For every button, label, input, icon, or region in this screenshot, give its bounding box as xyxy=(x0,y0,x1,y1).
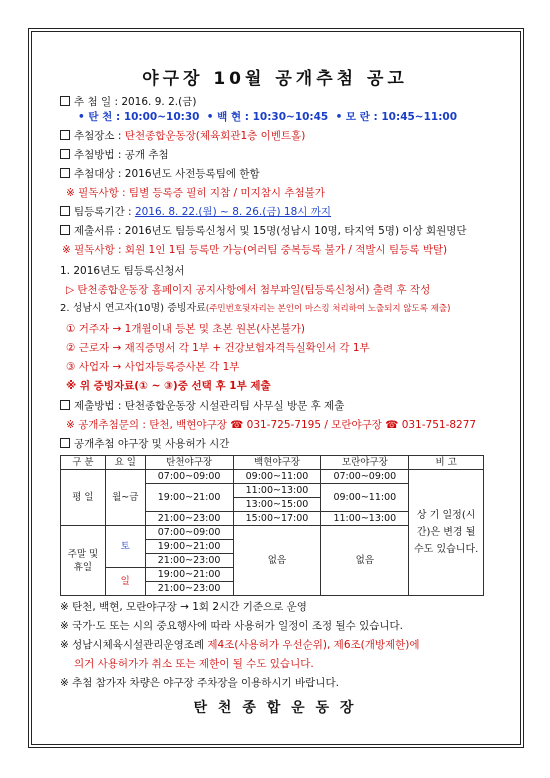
submit-method: 제출방법 : 탄천종합운동장 시설관리팀 사무실 방문 후 제출 xyxy=(74,400,345,412)
target-line xyxy=(60,167,260,181)
doc2-item-resident: ① 거주자 → 1개월이내 등본 및 초본 원본(사본불가) xyxy=(66,323,306,335)
draw-times-line xyxy=(78,110,457,124)
schedule-heading-line xyxy=(60,437,229,451)
checkbox-icon xyxy=(60,149,70,159)
doc2-item-employee: ② 근로자 → 재직증명서 각 1부 + 건강보험자격득실확인서 각 1부 xyxy=(66,342,370,354)
header-cell: 백현야구장 xyxy=(233,456,321,470)
schedule-heading: 공개추첨 야구장 및 사용허가 시간 xyxy=(74,438,230,450)
weekend-label: 주말 및 휴일 xyxy=(61,526,106,596)
footer-org: 탄 천 종 합 운 동 장 xyxy=(193,700,357,716)
note-ordinance: ※ 성남시체육시설관리운영조례 xyxy=(60,639,204,651)
note-ordinance-line xyxy=(60,638,420,652)
table-cell: 21:00~23:00 xyxy=(145,554,233,568)
page-title: 야구장 10월 공개추첨 공고 xyxy=(142,69,408,89)
submit-method-line xyxy=(60,399,344,413)
reg-period-label: 팀등록기간 : xyxy=(74,206,132,218)
note-required-1: ※ 필독사항 : 팀별 등록증 필히 지참 / 미지참시 추첨불가 xyxy=(66,187,325,199)
doc2-heading-note: (주민번호뒷자리는 본인이 마스킹 처리하여 노출되지 않도록 제출) xyxy=(205,304,451,314)
doc2-item-business: ③ 사업자 → 사업자등록증사본 각 1부 xyxy=(66,361,240,373)
table-cell: 15:00~17:00 xyxy=(233,512,321,526)
table-cell: 19:00~21:00 xyxy=(145,568,233,582)
note-schedule-change: ※ 국가·도 또는 시의 중요행사에 따라 사용허가 일정이 조정 될수 있습니다. xyxy=(60,620,403,632)
documents-line xyxy=(60,224,467,238)
venue-line xyxy=(60,129,305,143)
table-row xyxy=(61,470,484,484)
doc2-heading-line xyxy=(60,302,450,316)
saturday-label: 토 xyxy=(105,526,145,568)
time-tancheon: • 탄 천 : 10:00~10:30 xyxy=(78,111,200,123)
sunday-label: 일 xyxy=(105,568,145,596)
target-text: 추첨대상 : 2016년도 사전등록팀에 한함 xyxy=(74,168,260,180)
method-line xyxy=(60,148,169,162)
note-article-4: 제4조(사용허가 우선순위), xyxy=(207,639,331,651)
checkbox-icon xyxy=(60,168,70,178)
doc2-note: ※ 위 증빙자료(① ~ ③)중 선택 후 1부 제출 xyxy=(66,380,271,392)
note-operation: ※ 탄천, 백현, 모란야구장 → 1회 2시간 기준으로 운영 xyxy=(60,601,307,613)
weekday-days: 월~금 xyxy=(105,470,145,526)
venue-label: 추첨장소 : xyxy=(74,130,122,142)
table-cell: 13:00~15:00 xyxy=(233,498,321,512)
table-cell: 09:00~11:00 xyxy=(233,470,321,484)
note-required-2: ※ 필독사항 : 회원 1인 1팀 등록만 가능(여러팀 중복등록 불가 / 적발시 팀등록 박탈) xyxy=(62,244,448,256)
header-cell: 구 분 xyxy=(61,456,106,470)
checkbox-icon xyxy=(60,96,70,106)
note-article-6: 제6조(개방제한)에 xyxy=(333,639,420,651)
checkbox-icon xyxy=(60,206,70,216)
table-cell: 11:00~13:00 xyxy=(321,512,409,526)
table-header-row xyxy=(61,456,484,470)
header-cell: 탄천야구장 xyxy=(145,456,233,470)
table-cell: 21:00~23:00 xyxy=(145,582,233,596)
draw-date-line xyxy=(60,95,196,109)
contact-line: ※ 공개추첨문의 : 탄천, 백현야구장 ☎ 031-725-7195 / 모란야구장 ☎ 031-751-8277 xyxy=(66,419,477,431)
table-cell: 07:00~09:00 xyxy=(145,470,233,484)
checkbox-icon xyxy=(60,400,70,410)
time-moran: • 모 란 : 10:45~11:00 xyxy=(335,111,458,123)
remark-cell: 상 기 일정(시간)은 변경 될 수도 있습니다. xyxy=(409,470,484,596)
header-cell: 비 고 xyxy=(409,456,484,470)
table-cell: 09:00~11:00 xyxy=(321,484,409,512)
reg-period-value: 2016. 8. 22.(월) ~ 8. 26.(금) 18시 까지 xyxy=(134,206,332,218)
checkbox-icon xyxy=(60,225,70,235)
table-cell: 19:00~21:00 xyxy=(145,540,233,554)
table-cell: 19:00~21:00 xyxy=(145,484,233,512)
table-cell: 11:00~13:00 xyxy=(233,484,321,498)
table-cell: 없음 xyxy=(233,526,321,596)
method-text: 추첨방법 : 공개 추첨 xyxy=(74,149,169,161)
reg-period-line xyxy=(60,205,331,219)
header-cell: 요 일 xyxy=(105,456,145,470)
venue-value: 탄천종합운동장(체육회관1층 이벤트홀) xyxy=(124,130,306,142)
table-cell: 07:00~09:00 xyxy=(145,526,233,540)
checkbox-icon xyxy=(60,130,70,140)
doc2-heading: 2. 성남시 연고자(10명) 증빙자료 xyxy=(60,303,206,314)
note-parking: ※ 추첨 참가자 차량은 야구장 주차장을 이용하시기 바랍니다. xyxy=(60,677,339,689)
documents-text: 제출서류 : 2016년도 팀등록신청서 및 15명(성남시 10명, 타지역 5명) 이상 회원명단 xyxy=(74,225,467,237)
table-cell: 07:00~09:00 xyxy=(321,470,409,484)
doc1-heading: 1. 2016년도 팀등록신청서 xyxy=(60,265,185,277)
time-baekhyeon: • 백 현 : 10:30~10:45 xyxy=(206,111,329,123)
weekday-label: 평 일 xyxy=(61,470,106,526)
note-cancel: 의거 사용허가가 취소 또는 제한이 될 수도 있습니다. xyxy=(74,658,314,670)
table-cell: 21:00~23:00 xyxy=(145,512,233,526)
schedule-table xyxy=(60,455,484,596)
checkbox-icon xyxy=(60,438,70,448)
header-cell: 모란야구장 xyxy=(321,456,409,470)
doc1-detail: ▷ 탄천종합운동장 홈페이지 공지사항에서 첨부파일(팀등록신청서) 출력 후 작성 xyxy=(66,284,431,296)
table-cell: 없음 xyxy=(321,526,409,596)
draw-date: 추 첨 일 : 2016. 9. 2.(금) xyxy=(74,96,197,108)
